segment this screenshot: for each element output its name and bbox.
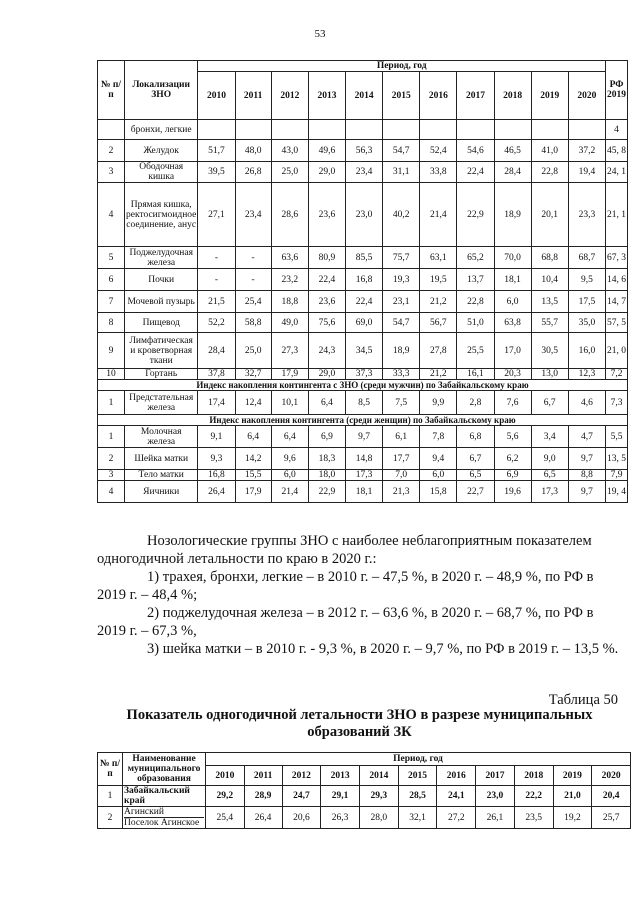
year-header: 2020 — [568, 72, 605, 120]
value-cell: 22,9 — [308, 481, 345, 503]
row-number: 9 — [98, 333, 125, 369]
row-label: Поджелудочная железа — [125, 247, 198, 269]
value-cell: 27,1 — [198, 183, 235, 247]
value-cell: 29,1 — [321, 786, 360, 807]
value-cell: 29,3 — [359, 786, 398, 807]
value-cell: 25,4 — [235, 291, 271, 313]
value-cell: 24,1 — [437, 786, 476, 807]
value-cell: 6,4 — [271, 426, 308, 448]
value-cell: 75,7 — [383, 247, 420, 269]
year-header: 2017 — [457, 72, 494, 120]
table-row — [98, 313, 628, 333]
row-label: бронхи, легкие — [125, 120, 198, 140]
rf-value-cell: 45, 8 — [606, 140, 628, 162]
value-cell: 25,7 — [592, 807, 631, 829]
value-cell: 54,7 — [383, 140, 420, 162]
value-cell — [568, 120, 605, 140]
value-cell: 18,9 — [494, 183, 531, 247]
value-cell — [457, 120, 494, 140]
value-cell: 28,9 — [244, 786, 282, 807]
value-cell: 26,3 — [321, 807, 360, 829]
value-cell: 9,7 — [568, 481, 605, 503]
table-row — [98, 162, 628, 183]
year-header: 2011 — [244, 766, 282, 786]
value-cell: 29,0 — [308, 162, 345, 183]
value-cell: 26,4 — [244, 807, 282, 829]
row-label: Яичники — [125, 481, 198, 503]
mortality-by-site-table — [97, 60, 628, 503]
value-cell: 26,1 — [476, 807, 515, 829]
value-cell: 75,6 — [308, 313, 345, 333]
row-number: 2 — [98, 448, 125, 470]
value-cell: 21,2 — [420, 291, 457, 313]
value-cell: 69,0 — [346, 313, 383, 333]
year-header: 2019 — [553, 766, 592, 786]
value-cell: 56,3 — [346, 140, 383, 162]
value-cell: 54,7 — [383, 313, 420, 333]
value-cell: 30,5 — [531, 333, 568, 369]
value-cell: 18,0 — [308, 470, 345, 481]
value-cell: 17,3 — [531, 481, 568, 503]
value-cell: 39,5 — [198, 162, 235, 183]
year-header: 2012 — [271, 72, 308, 120]
table-row — [98, 183, 628, 247]
value-cell: 17,3 — [346, 470, 383, 481]
value-cell: 63,8 — [494, 313, 531, 333]
page-number: 53 — [314, 28, 326, 40]
value-cell: 23,6 — [308, 291, 345, 313]
value-cell — [235, 120, 271, 140]
value-cell: 22,4 — [346, 291, 383, 313]
value-cell: 43,0 — [271, 140, 308, 162]
value-cell: 35,0 — [568, 313, 605, 333]
value-cell: 9,0 — [531, 448, 568, 470]
value-cell: 49,0 — [271, 313, 308, 333]
section-header: Индекс накопления контингента с ЗНО (среди мужчин) по Забайкальскому краю — [98, 380, 628, 391]
value-cell: 27,3 — [271, 333, 308, 369]
table-row — [98, 247, 628, 269]
value-cell: 22,4 — [457, 162, 494, 183]
value-cell: 58,8 — [235, 313, 271, 333]
value-cell: 8,8 — [568, 470, 605, 481]
year-header: 2017 — [476, 766, 515, 786]
value-cell — [346, 120, 383, 140]
value-cell: 23,6 — [308, 183, 345, 247]
value-cell: 7,6 — [494, 391, 531, 415]
municipality-name — [123, 786, 206, 807]
value-cell: 9,3 — [198, 448, 235, 470]
year-header: 2019 — [531, 72, 568, 120]
value-cell: 6,4 — [308, 391, 345, 415]
value-cell: 18,1 — [494, 269, 531, 291]
col-rf-header: РФ 2019 — [606, 61, 628, 120]
value-cell: 54,6 — [457, 140, 494, 162]
value-cell: 19,2 — [553, 807, 592, 829]
table-row — [98, 391, 628, 415]
value-cell: 6,7 — [531, 391, 568, 415]
year-header: 2014 — [359, 766, 398, 786]
value-cell: 25,0 — [271, 162, 308, 183]
value-cell: 6,9 — [308, 426, 345, 448]
row-number: 7 — [98, 291, 125, 313]
table-row — [98, 786, 631, 807]
value-cell: 16,8 — [346, 269, 383, 291]
value-cell: 28,0 — [359, 807, 398, 829]
value-cell: - — [198, 247, 235, 269]
value-cell: 37,8 — [198, 369, 235, 380]
paragraph-intro: Нозологические группы ЗНО с наиболее неблагоприятным показателем одногодичной летальности по краю в 2020 г.: — [97, 533, 592, 567]
value-cell — [531, 120, 568, 140]
row-number: 10 — [98, 369, 125, 380]
value-cell: 14,2 — [235, 448, 271, 470]
table-row — [98, 140, 628, 162]
value-cell: 6,8 — [457, 426, 494, 448]
value-cell: 40,2 — [383, 183, 420, 247]
col-name-header: Наименование муниципального образования — [123, 753, 206, 786]
rf-value-cell: 19, 4 — [606, 481, 628, 503]
table-row — [98, 269, 628, 291]
value-cell: 28,5 — [398, 786, 437, 807]
value-cell: 80,9 — [308, 247, 345, 269]
value-cell: 19,4 — [568, 162, 605, 183]
municipality-label: Забайкальский край — [124, 786, 190, 806]
value-cell: 23,3 — [568, 183, 605, 247]
value-cell: 17,5 — [568, 291, 605, 313]
value-cell: 22,7 — [457, 481, 494, 503]
year-header: 2011 — [235, 72, 271, 120]
value-cell: 27,2 — [437, 807, 476, 829]
value-cell: 15,8 — [420, 481, 457, 503]
rf-value-cell: 14, 6 — [606, 269, 628, 291]
paragraph-item-1: 1) трахея, бронхи, легкие – в 2010 г. – 47,5 %, в 2020 г. – 48,9 %, по РФ в 2019 г. – 48,4 %; — [97, 569, 594, 603]
value-cell: 6,5 — [531, 470, 568, 481]
value-cell: 13,7 — [457, 269, 494, 291]
table-number: Таблица 50 — [548, 692, 618, 708]
value-cell — [308, 120, 345, 140]
row-number — [98, 120, 125, 140]
value-cell: 6,9 — [494, 470, 531, 481]
year-header: 2018 — [494, 72, 531, 120]
rf-value-cell: 14, 7 — [606, 291, 628, 313]
value-cell: 6,1 — [383, 426, 420, 448]
value-cell: 24,7 — [282, 786, 321, 807]
value-cell: 55,7 — [531, 313, 568, 333]
period-header: Период, год — [198, 61, 606, 72]
rf-value-cell: 7,9 — [606, 470, 628, 481]
value-cell: 48,0 — [235, 140, 271, 162]
value-cell: 3,4 — [531, 426, 568, 448]
value-cell: 28,4 — [198, 333, 235, 369]
row-label: Шейка матки — [125, 448, 198, 470]
value-cell: 22,9 — [457, 183, 494, 247]
value-cell: 18,3 — [308, 448, 345, 470]
value-cell: 17,9 — [235, 481, 271, 503]
value-cell: 9,1 — [198, 426, 235, 448]
value-cell: 70,0 — [494, 247, 531, 269]
value-cell: 20,3 — [494, 369, 531, 380]
value-cell: 21,0 — [553, 786, 592, 807]
value-cell: 63,6 — [271, 247, 308, 269]
value-cell: 25,0 — [235, 333, 271, 369]
row-number: 3 — [98, 162, 125, 183]
value-cell: 6,0 — [271, 470, 308, 481]
value-cell: 65,2 — [457, 247, 494, 269]
row-label: Тело матки — [125, 470, 198, 481]
value-cell — [198, 120, 235, 140]
value-cell: 68,7 — [568, 247, 605, 269]
value-cell: 52,4 — [420, 140, 457, 162]
value-cell: 12,3 — [568, 369, 605, 380]
value-cell: 4,7 — [568, 426, 605, 448]
table-row — [98, 369, 628, 380]
row-label: Мочевой пузырь — [125, 291, 198, 313]
value-cell: 7,5 — [383, 391, 420, 415]
value-cell: 6,4 — [235, 426, 271, 448]
value-cell: 21,4 — [271, 481, 308, 503]
value-cell: 23,5 — [514, 807, 553, 829]
value-cell: 22,4 — [308, 269, 345, 291]
table-row — [98, 481, 628, 503]
row-label: Ободочная кишка — [125, 162, 198, 183]
row-number: 1 — [98, 786, 123, 807]
rf-value-cell: 4 — [606, 120, 628, 140]
value-cell: 6,7 — [457, 448, 494, 470]
rf-value-cell: 7,2 — [606, 369, 628, 380]
value-cell: 26,4 — [198, 481, 235, 503]
value-cell: 23,0 — [476, 786, 515, 807]
value-cell: 19,6 — [494, 481, 531, 503]
row-label: Предстательная железа — [125, 391, 198, 415]
value-cell: 34,5 — [346, 333, 383, 369]
value-cell: 25,5 — [457, 333, 494, 369]
value-cell: 2,8 — [457, 391, 494, 415]
value-cell: 21,2 — [420, 369, 457, 380]
value-cell: 29,0 — [308, 369, 345, 380]
value-cell: 20,4 — [592, 786, 631, 807]
value-cell: 26,8 — [235, 162, 271, 183]
value-cell — [383, 120, 420, 140]
value-cell: 19,3 — [383, 269, 420, 291]
value-cell: 15,5 — [235, 470, 271, 481]
table-row — [98, 120, 628, 140]
municipality-sublabel: Поселок Агинское — [124, 817, 204, 828]
value-cell: 41,0 — [531, 140, 568, 162]
paragraph-item-3: 3) шейка матки – в 2010 г. - 9,3 %, в 2020 г. – 9,7 %, по РФ в 2019 г. – 13,5 %. — [147, 641, 619, 657]
table-title: Показатель одногодичной летальности ЗНО в разрезе муниципальных образований ЗК — [126, 707, 593, 740]
row-number: 8 — [98, 313, 125, 333]
value-cell: 17,0 — [494, 333, 531, 369]
value-cell: 6,0 — [420, 470, 457, 481]
value-cell: 16,0 — [568, 333, 605, 369]
value-cell: 51,0 — [457, 313, 494, 333]
value-cell: 20,1 — [531, 183, 568, 247]
value-cell: 29,2 — [206, 786, 245, 807]
table-row — [98, 470, 628, 481]
value-cell: 37,2 — [568, 140, 605, 162]
value-cell: 28,6 — [271, 183, 308, 247]
value-cell: 9,5 — [568, 269, 605, 291]
value-cell: 9,7 — [568, 448, 605, 470]
row-number: 2 — [98, 140, 125, 162]
value-cell: 4,6 — [568, 391, 605, 415]
value-cell: 12,4 — [235, 391, 271, 415]
row-number: 4 — [98, 481, 125, 503]
value-cell: 68,8 — [531, 247, 568, 269]
year-header: 2018 — [514, 766, 553, 786]
year-header: 2012 — [282, 766, 321, 786]
row-number: 3 — [98, 470, 125, 481]
value-cell: 6,5 — [457, 470, 494, 481]
value-cell: 27,8 — [420, 333, 457, 369]
value-cell: 18,9 — [383, 333, 420, 369]
year-header: 2015 — [398, 766, 437, 786]
year-header: 2016 — [437, 766, 476, 786]
col-num-header: № п/п — [98, 753, 123, 786]
value-cell: 10,4 — [531, 269, 568, 291]
row-number: 5 — [98, 247, 125, 269]
year-header: 2010 — [206, 766, 245, 786]
row-label: Пищевод — [125, 313, 198, 333]
value-cell: 63,1 — [420, 247, 457, 269]
value-cell: 18,1 — [346, 481, 383, 503]
value-cell: 56,7 — [420, 313, 457, 333]
row-label: Молочная железа — [125, 426, 198, 448]
year-header: 2013 — [308, 72, 345, 120]
value-cell: 21,4 — [420, 183, 457, 247]
municipality-label: Агинский — [124, 807, 164, 817]
value-cell: 22,8 — [531, 162, 568, 183]
year-header: 2014 — [346, 72, 383, 120]
year-header: 2010 — [198, 72, 235, 120]
row-number: 2 — [98, 807, 123, 829]
value-cell: 49,6 — [308, 140, 345, 162]
value-cell: 17,7 — [383, 448, 420, 470]
value-cell: 52,2 — [198, 313, 235, 333]
value-cell: 9,4 — [420, 448, 457, 470]
rf-value-cell: 13, 5 — [606, 448, 628, 470]
value-cell: 21,5 — [198, 291, 235, 313]
value-cell: 14,8 — [346, 448, 383, 470]
rf-value-cell: 24, 1 — [606, 162, 628, 183]
paragraph-item-2: 2) поджелудочная железа – в 2012 г. – 63,6 %, в 2020 г. – 68,7 %, по РФ в 2019 г. – 67,3 %, — [97, 605, 594, 639]
col-num-header: № п/п — [98, 61, 125, 120]
table-row — [98, 807, 631, 829]
year-header: 2020 — [592, 766, 631, 786]
mortality-by-municipality-table — [97, 752, 631, 829]
value-cell: 7,8 — [420, 426, 457, 448]
value-cell: 19,5 — [420, 269, 457, 291]
section-row — [98, 415, 628, 426]
table-row — [98, 448, 628, 470]
value-cell: 13,5 — [531, 291, 568, 313]
value-cell — [271, 120, 308, 140]
value-cell: 46,5 — [494, 140, 531, 162]
value-cell: 20,6 — [282, 807, 321, 829]
value-cell: 51,7 — [198, 140, 235, 162]
rf-value-cell: 7,3 — [606, 391, 628, 415]
value-cell: 33,8 — [420, 162, 457, 183]
value-cell: - — [235, 247, 271, 269]
value-cell: 9,7 — [346, 426, 383, 448]
value-cell — [420, 120, 457, 140]
value-cell: 23,1 — [383, 291, 420, 313]
value-cell: 22,2 — [514, 786, 553, 807]
value-cell: 17,4 — [198, 391, 235, 415]
value-cell: 23,2 — [271, 269, 308, 291]
table-row — [98, 291, 628, 313]
value-cell: 37,3 — [346, 369, 383, 380]
rf-value-cell: 67, 3 — [606, 247, 628, 269]
value-cell: 85,5 — [346, 247, 383, 269]
value-cell: 33,3 — [383, 369, 420, 380]
period-header: Период, год — [206, 753, 631, 766]
year-header: 2013 — [321, 766, 360, 786]
value-cell: 23,4 — [235, 183, 271, 247]
rf-value-cell: 57, 5 — [606, 313, 628, 333]
value-cell: 25,4 — [206, 807, 245, 829]
value-cell: 7,0 — [383, 470, 420, 481]
value-cell: 23,4 — [346, 162, 383, 183]
value-cell: 8,5 — [346, 391, 383, 415]
value-cell: 17,9 — [271, 369, 308, 380]
value-cell: 31,1 — [383, 162, 420, 183]
row-label: Желудок — [125, 140, 198, 162]
rf-value-cell: 5,5 — [606, 426, 628, 448]
value-cell — [494, 120, 531, 140]
row-number: 1 — [98, 391, 125, 415]
row-number: 6 — [98, 269, 125, 291]
row-label: Прямая кишка, ректосигмоидное соединение, анус — [125, 183, 198, 247]
value-cell: - — [235, 269, 271, 291]
value-cell: 21,3 — [383, 481, 420, 503]
year-header: 2015 — [383, 72, 420, 120]
table-row — [98, 426, 628, 448]
value-cell: - — [198, 269, 235, 291]
row-number: 4 — [98, 183, 125, 247]
value-cell: 22,8 — [457, 291, 494, 313]
rf-value-cell: 21, 0 — [606, 333, 628, 369]
value-cell: 16,8 — [198, 470, 235, 481]
value-cell: 13,0 — [531, 369, 568, 380]
value-cell: 32,1 — [398, 807, 437, 829]
row-number: 1 — [98, 426, 125, 448]
value-cell: 10,1 — [271, 391, 308, 415]
value-cell: 6,0 — [494, 291, 531, 313]
table-row — [98, 333, 628, 369]
rf-value-cell: 21, 1 — [606, 183, 628, 247]
section-header: Индекс накопления контингента (среди женщин) по Забайкальскому краю — [98, 415, 628, 426]
value-cell: 16,1 — [457, 369, 494, 380]
section-row — [98, 380, 628, 391]
col-loc-header: Локализации ЗНО — [125, 61, 198, 120]
row-label: Гортань — [125, 369, 198, 380]
value-cell: 24,3 — [308, 333, 345, 369]
value-cell: 9,9 — [420, 391, 457, 415]
value-cell: 6,2 — [494, 448, 531, 470]
value-cell: 18,8 — [271, 291, 308, 313]
row-label: Почки — [125, 269, 198, 291]
year-header: 2016 — [420, 72, 457, 120]
value-cell: 32,7 — [235, 369, 271, 380]
value-cell: 9,6 — [271, 448, 308, 470]
value-cell: 5,6 — [494, 426, 531, 448]
value-cell: 23,0 — [346, 183, 383, 247]
municipality-name — [123, 807, 206, 829]
value-cell: 28,4 — [494, 162, 531, 183]
row-label: Лимфатическая и кроветворная ткани — [125, 333, 198, 369]
